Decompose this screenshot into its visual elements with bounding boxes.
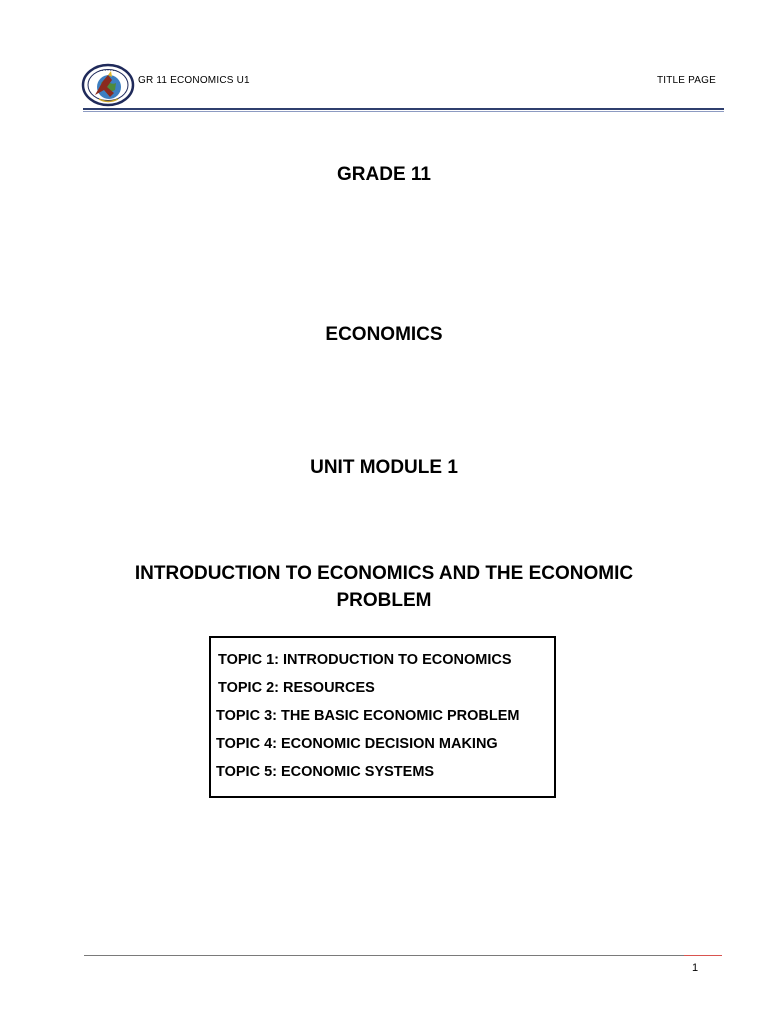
topic-item: TOPIC 5: ECONOMIC SYSTEMS — [216, 764, 435, 780]
header-section-label: TITLE PAGE — [656, 75, 716, 86]
grade-title: GRADE 11 — [337, 164, 431, 185]
header-course-code: GR 11 ECONOMICS U1 — [138, 75, 250, 86]
header-rule — [83, 108, 724, 110]
topics-box — [209, 636, 556, 798]
header-rule-thin — [83, 111, 724, 112]
unit-module-title: UNIT MODULE 1 — [310, 457, 458, 478]
topic-item: TOPIC 1: INTRODUCTION TO ECONOMICS — [218, 652, 512, 668]
footer-rule — [84, 955, 684, 956]
svg-text:• • • • • • •: • • • • • • • — [98, 68, 118, 73]
topic-item: TOPIC 4: ECONOMIC DECISION MAKING — [216, 736, 498, 752]
page-number: 1 — [692, 962, 699, 974]
footer-accent-rule — [684, 955, 722, 956]
topic-item: TOPIC 2: RESOURCES — [218, 680, 375, 696]
topic-item: TOPIC 3: THE BASIC ECONOMIC PROBLEM — [216, 708, 520, 724]
module-heading: INTRODUCTION TO ECONOMICS AND THE ECONOMIC PROBLEM — [134, 563, 634, 611]
institution-seal-logo — [81, 63, 135, 107]
subject-title: ECONOMICS — [325, 324, 443, 345]
